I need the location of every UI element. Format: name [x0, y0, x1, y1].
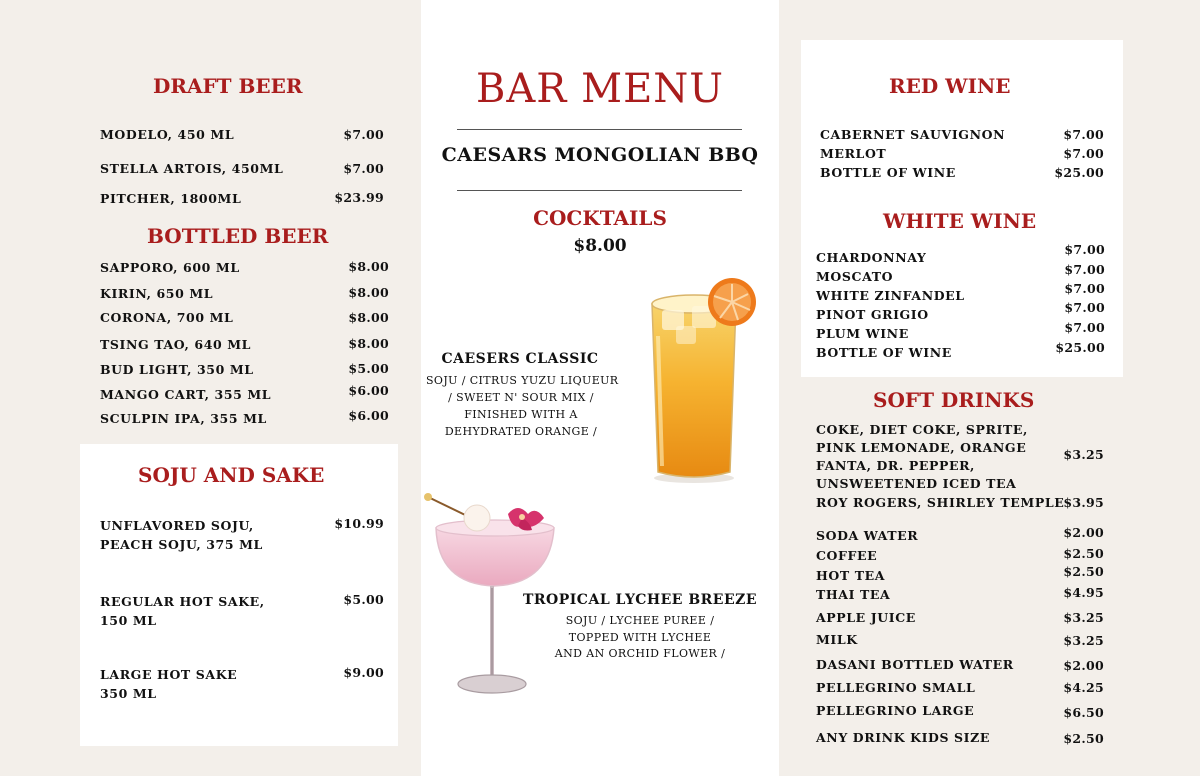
menu-item-price: $7.00 [1064, 242, 1105, 257]
restaurant-name: CAESARS MONGOLIAN BBQ [441, 144, 759, 166]
menu-item-name: BOTTLE OF WINE [816, 345, 952, 360]
menu-item-price: $23.99 [334, 190, 384, 205]
menu-item-name-line: REGULAR HOT SAKE, [100, 594, 265, 609]
menu-item-name-line: LARGE HOT SAKE [100, 667, 238, 682]
menu-item-price: $3.25 [1063, 633, 1104, 648]
menu-item-name: PITCHER, 1800ML [100, 191, 242, 206]
menu-item-price: $7.00 [1064, 300, 1105, 315]
menu-item-name: SAPPORO, 600 ML [100, 260, 240, 275]
white-wine-heading: WHITE WINE [883, 209, 1037, 233]
menu-item-name-line: UNFLAVORED SOJU, [100, 518, 254, 533]
draft-beer-heading: DRAFT BEER [153, 74, 303, 98]
menu-item-price: $3.25 [1063, 447, 1104, 462]
menu-item-name: PELLEGRINO LARGE [816, 703, 975, 718]
menu-item-price: $6.50 [1063, 705, 1104, 720]
menu-item-name [100, 592, 265, 630]
menu-item-name [100, 516, 263, 554]
description-line: DEHYDRATED ORANGE / [444, 425, 598, 438]
menu-item-price: $8.00 [348, 310, 389, 325]
menu-item-price: $7.00 [1063, 146, 1104, 161]
page-title: BAR MENU [476, 66, 724, 112]
menu-item-name: MODELO, 450 ML [100, 127, 235, 142]
menu-item-price: $8.00 [348, 336, 389, 351]
menu-item-name: WHITE ZINFANDEL [816, 288, 965, 303]
menu-item-price: $4.25 [1063, 680, 1104, 695]
menu-item-price: $25.00 [1054, 165, 1104, 180]
menu-item-name: SCULPIN IPA, 355 ML [100, 411, 267, 426]
menu-item-price: $9.00 [343, 665, 384, 680]
menu-item-name: THAI TEA [816, 587, 891, 602]
cocktails-price: $8.00 [573, 236, 627, 256]
menu-item-name: TSING TAO, 640 ML [100, 337, 252, 352]
menu-item-price: $10.99 [334, 516, 384, 531]
menu-item-name: HOT TEA [816, 568, 886, 583]
menu-item-price: $7.00 [1064, 320, 1105, 335]
menu-item-price: $2.50 [1063, 731, 1104, 746]
description-line: SOJU / LYCHEE PUREE / [565, 614, 715, 627]
cocktail-description [426, 372, 619, 440]
menu-item-price: $6.00 [348, 408, 389, 423]
orange-cocktail-image [636, 276, 766, 486]
menu-item-name: DASANI BOTTLED WATER [816, 657, 1014, 672]
description-line: AND AN ORCHID FLOWER / [554, 647, 726, 660]
divider [457, 129, 742, 130]
description-line: TOPPED WITH LYCHEE [568, 630, 712, 644]
menu-item-name [100, 665, 237, 703]
menu-item-price: $2.00 [1063, 658, 1104, 673]
menu-item-name: BUD LIGHT, 350 ML [100, 362, 254, 377]
menu-item-name: PINOT GRIGIO [816, 307, 929, 322]
menu-item-name: STELLA ARTOIS, 450ML [100, 161, 284, 176]
menu-item-price: $25.00 [1055, 340, 1105, 355]
menu-item-name: PLUM WINE [816, 326, 909, 341]
menu-item-price: $2.50 [1063, 564, 1104, 579]
menu-item-name: APPLE JUICE [816, 610, 916, 625]
description-line: FINISHED WITH A [464, 408, 578, 421]
menu-item-price: $8.00 [348, 259, 389, 274]
menu-item-price: $5.00 [343, 592, 384, 607]
menu-item-name-line: 150 ML [100, 613, 157, 628]
menu-item-name: BOTTLE OF WINE [820, 165, 956, 180]
menu-item-price: $6.00 [348, 383, 389, 398]
menu-item-name: CHARDONNAY [816, 250, 927, 265]
menu-item-name: MILK [816, 632, 858, 647]
description-line: SOJU / CITRUS YUZU LIQUEUR [426, 374, 619, 387]
menu-item-name: COFFEE [816, 548, 878, 563]
red-wine-heading: RED WINE [889, 74, 1011, 98]
menu-item-name-line: 350 ML [100, 686, 157, 701]
menu-item-price: $7.00 [343, 127, 384, 142]
menu-item-name: MERLOT [820, 146, 887, 161]
divider [457, 190, 742, 191]
menu-item-price: $7.00 [1063, 127, 1104, 142]
menu-item-price: $3.25 [1063, 610, 1104, 625]
menu-item-name: ANY DRINK KIDS SIZE [816, 730, 990, 745]
cocktail-name: TROPICAL LYCHEE BREEZE [522, 592, 758, 608]
menu-item-name: MANGO CART, 355 ML [100, 387, 272, 402]
cocktail-description [540, 613, 740, 663]
menu-item-price: $7.00 [1064, 262, 1105, 277]
bottled-beer-heading: BOTTLED BEER [147, 224, 329, 248]
menu-item-price: $8.00 [348, 285, 389, 300]
description-line: / SWEET N' SOUR MIX / [448, 391, 594, 404]
menu-item-name: CABERNET SAUVIGNON [820, 127, 1006, 142]
menu-item-price: $7.00 [343, 161, 384, 176]
menu-item-price: $7.00 [1064, 281, 1105, 296]
menu-item-price: $4.95 [1063, 585, 1104, 600]
menu-item-name: SODA WATER [816, 528, 919, 543]
menu-item-name-line: PEACH SOJU, 375 ML [100, 537, 263, 552]
menu-item-name: KIRIN, 650 ML [100, 286, 214, 301]
menu-item-name: PELLEGRINO SMALL [816, 680, 976, 695]
soju-sake-heading: SOJU AND SAKE [138, 463, 325, 487]
menu-item-price: $2.00 [1063, 525, 1104, 540]
menu-item-name: CORONA, 700 ML [100, 310, 234, 325]
menu-item-price: $2.50 [1063, 546, 1104, 561]
soft-drinks-heading: SOFT DRINKS [873, 388, 1035, 412]
menu-item-name: MOSCATO [816, 269, 894, 284]
cocktails-heading: COCKTAILS [533, 206, 667, 230]
menu-item-price: $3.95 [1063, 495, 1104, 510]
menu-item-name: ROY ROGERS, SHIRLEY TEMPLE [816, 495, 1065, 510]
cocktail-name: CAESERS CLASSIC [441, 351, 599, 367]
menu-item-price: $5.00 [348, 361, 389, 376]
menu-item-name: COKE, DIET COKE, SPRITE, PINK LEMONADE, ORANGE FANTA, DR. PEPPER, UNSWEETENED ICED TEA [816, 422, 1028, 491]
